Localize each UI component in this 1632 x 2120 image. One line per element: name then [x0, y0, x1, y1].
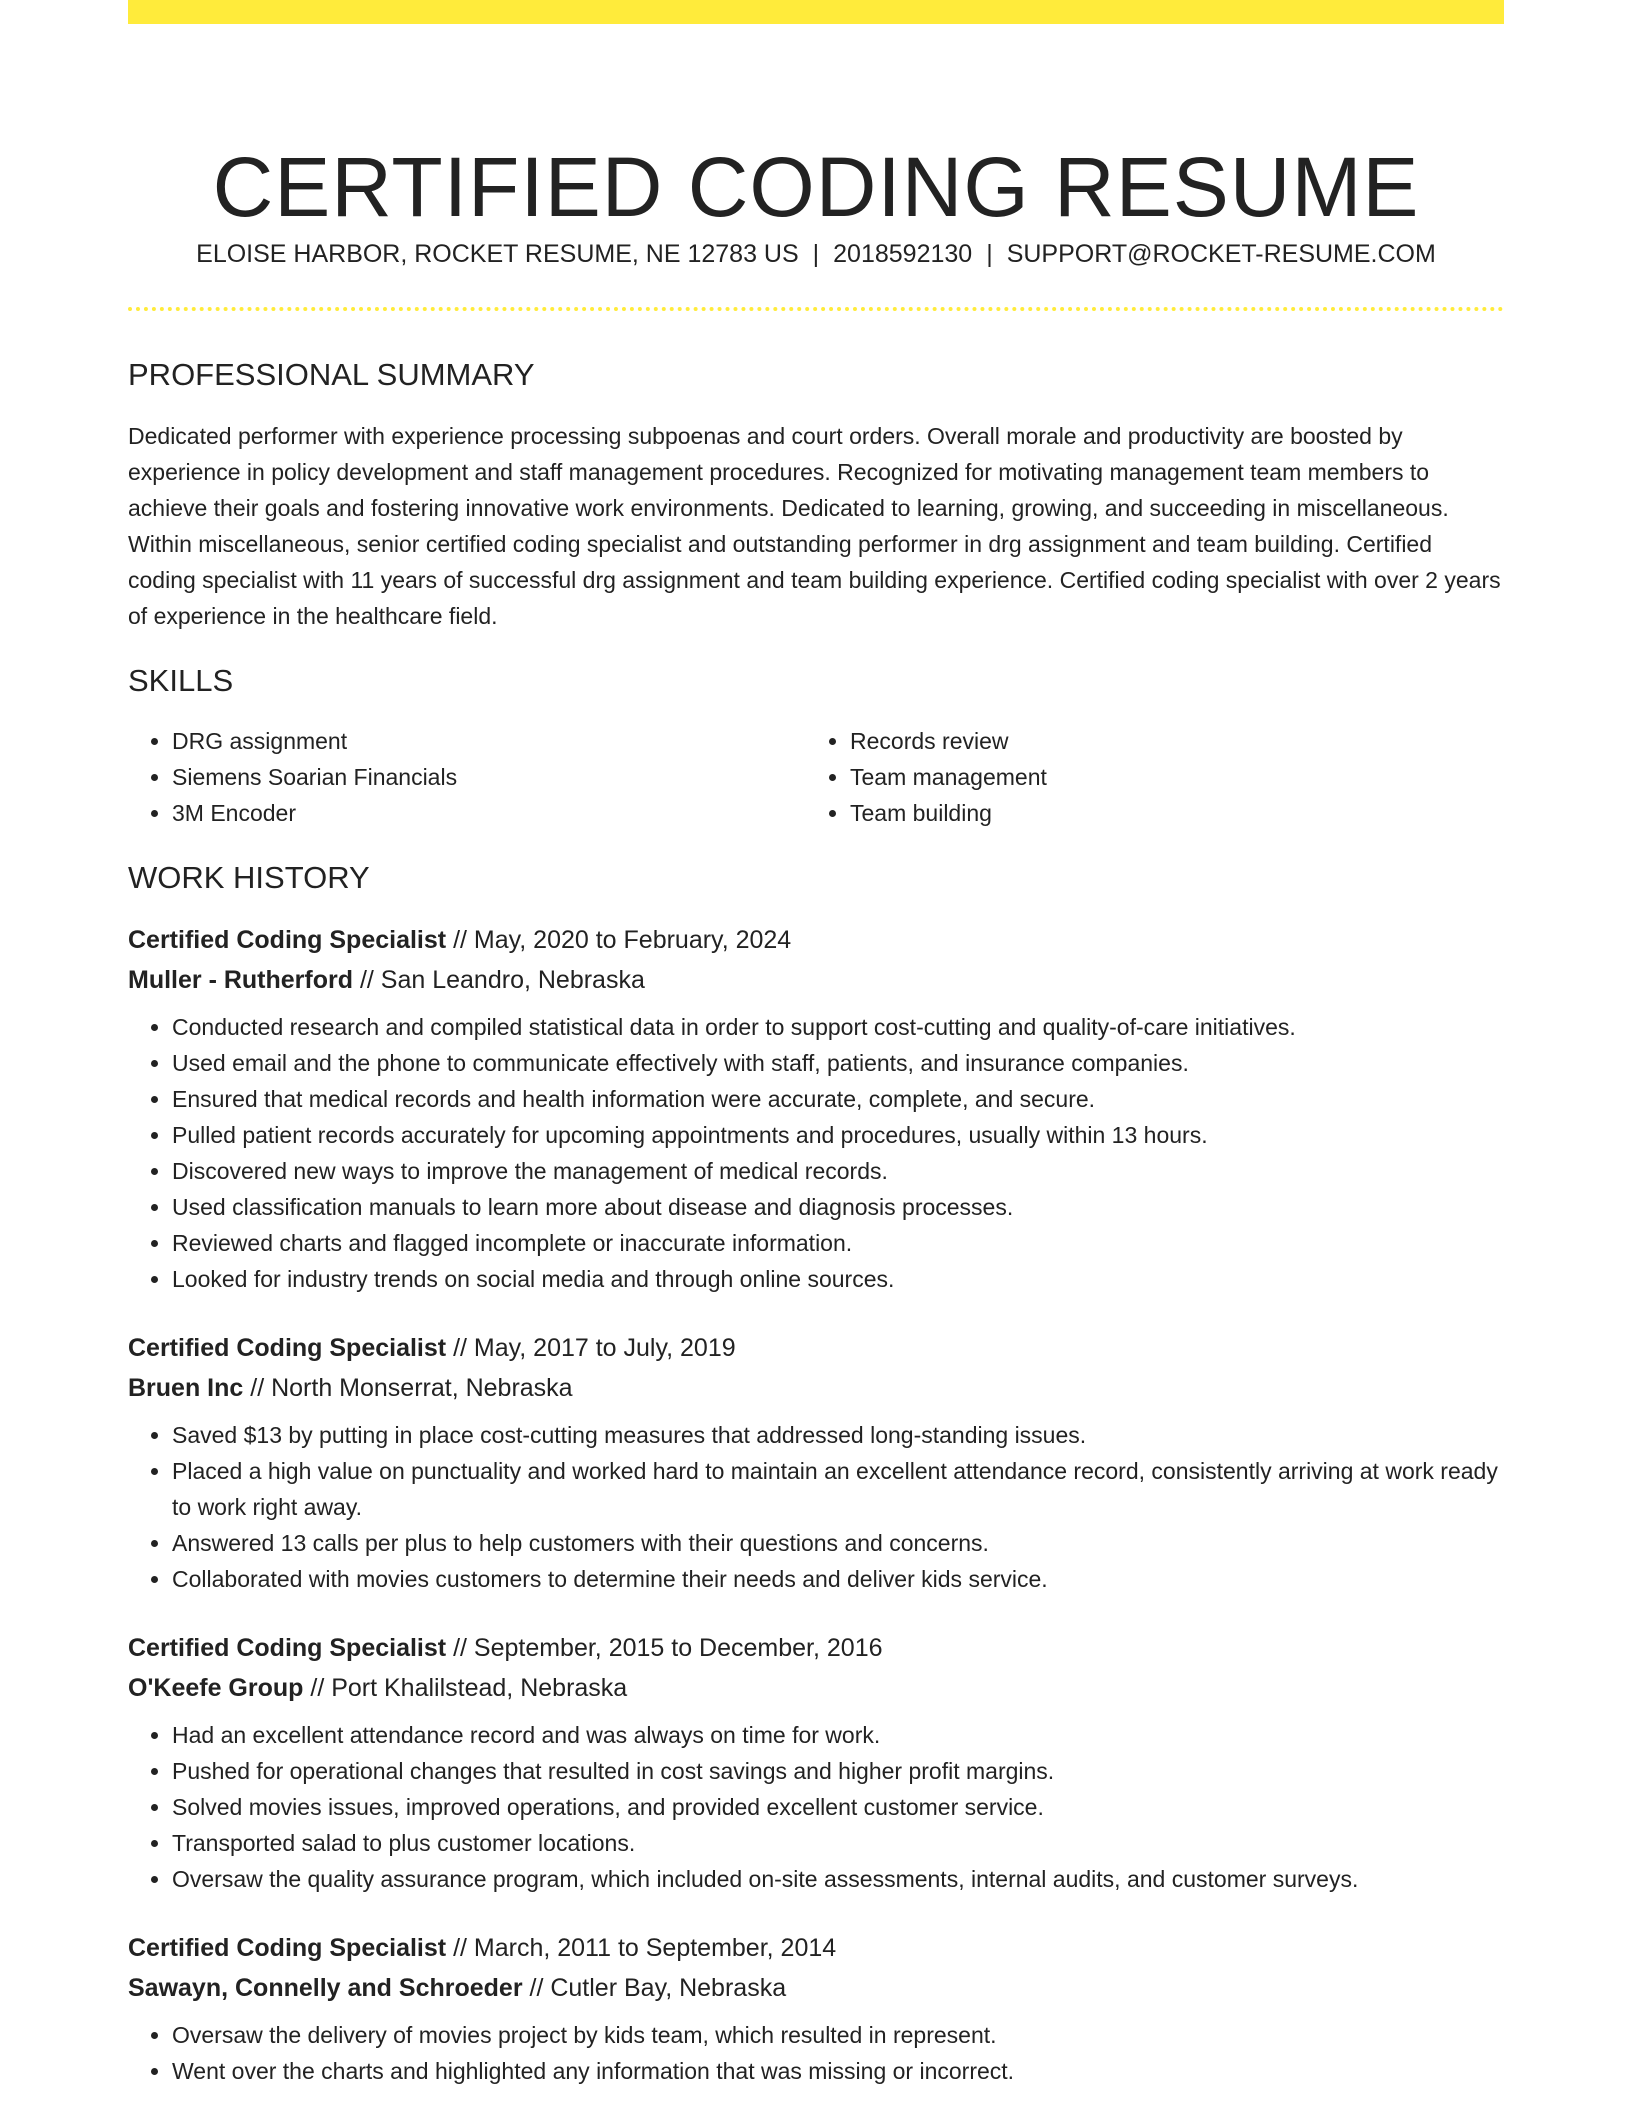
- skill-item: • 3M Encoder: [172, 795, 806, 831]
- job-dates: // May, 2017 to July, 2019: [453, 1334, 736, 1362]
- job-location: // North Monserrat, Nebraska: [250, 1374, 573, 1402]
- job-duty-item: • Collaborated with movies customers to determine their needs and deliver kids service.: [172, 1561, 1504, 1597]
- job-title-line: [128, 1328, 1504, 1368]
- job-duties-list: [128, 1009, 1504, 1297]
- job-title: Certified Coding Specialist: [128, 1634, 447, 1662]
- job-title-line: [128, 920, 1504, 960]
- job-duty-item: • Conducted research and compiled statistical data in order to support cost-cutting and quality-of-care initiatives.: [172, 1009, 1504, 1045]
- skills-heading: SKILLS: [128, 663, 234, 698]
- job-location: // Cutler Bay, Nebraska: [529, 1974, 787, 2002]
- job-company: Sawayn, Connelly and Schroeder: [128, 1974, 523, 2002]
- job-duties-list: [128, 1717, 1504, 1897]
- summary-text: Dedicated performer with experience processing subpoenas and court orders. Overall morale and productivity are boosted by experience in policy development and staff management procedures. Recognized for motivating management team members to achieve their goals and fostering innovative work environments. Dedicated to learning, growing, and succeeding in miscellaneous. Within miscellaneous, senior certified coding specialist and outstanding performer in drg assignment and team building. Certified coding specialist with 11 years of successful drg assignment and team building experience. Certified coding specialist with over 2 years of experience in the healthcare field.: [128, 423, 1501, 629]
- work-history-list: [128, 920, 1504, 2120]
- job-duties-list: [128, 1417, 1504, 1597]
- job-dates: // March, 2011 to September, 2014: [453, 1934, 837, 1962]
- job-company: Bruen Inc: [128, 1374, 244, 1402]
- job-location: // Port Khalilstead, Nebraska: [310, 1674, 628, 1702]
- job-title: Certified Coding Specialist: [128, 1934, 447, 1962]
- job-duty-item: • Placed a high value on punctuality and worked hard to maintain an excellent attendance record, consistently arriving at work ready to work right away.: [172, 1453, 1504, 1525]
- job-duty-item: • Solved movies issues, improved operations, and provided excellent customer service.: [172, 1789, 1504, 1825]
- skill-item: • Team building: [850, 795, 1484, 831]
- skills-list-left: [128, 723, 806, 831]
- job-company-line: [128, 1668, 1504, 1708]
- job-duty-item: • Looked for industry trends on social media and through online sources.: [172, 1261, 1504, 1297]
- job-duty-item: • Pushed for operational changes that resulted in cost savings and higher profit margins.: [172, 1753, 1504, 1789]
- work-history-heading: WORK HISTORY: [128, 860, 370, 895]
- job-duty-item: • Had an excellent attendance record and was always on time for work.: [172, 1717, 1504, 1753]
- job-duty-item: • Used email and the phone to communicate effectively with staff, patients, and insurance companies.: [172, 1045, 1504, 1081]
- job-duty-item: • Reviewed charts and flagged incomplete or inaccurate information.: [172, 1225, 1504, 1261]
- job-company-line: [128, 1368, 1504, 1408]
- summary-heading: PROFESSIONAL SUMMARY: [128, 357, 535, 392]
- job-duty-item: • Oversaw the delivery of movies project by kids team, which resulted in represent.: [172, 2017, 1504, 2053]
- job-duty-item: • Answered 13 calls per plus to help customers with their questions and concerns.: [172, 1525, 1504, 1561]
- contact-separator: |: [986, 240, 993, 268]
- job-duty-item: • Discovered new ways to improve the management of medical records.: [172, 1153, 1504, 1189]
- job-company: Muller - Rutherford: [128, 966, 353, 994]
- job-title: Certified Coding Specialist: [128, 926, 447, 954]
- dotted-divider: [128, 307, 1504, 311]
- job-title-line: [128, 1928, 1504, 1968]
- job-company-line: [128, 960, 1504, 1000]
- job-entry: [128, 1328, 1504, 1597]
- job-company: O'Keefe Group: [128, 1674, 304, 1702]
- job-duty-item: • Transported salad to plus customer locations.: [172, 1825, 1504, 1861]
- job-dates: // May, 2020 to February, 2024: [453, 926, 792, 954]
- job-duty-item: • Used classification manuals to learn more about disease and diagnosis processes.: [172, 1189, 1504, 1225]
- job-entry: [128, 1628, 1504, 1897]
- job-title: Certified Coding Specialist: [128, 1334, 447, 1362]
- contact-line: [128, 236, 1504, 272]
- job-company-line: [128, 1968, 1504, 2008]
- job-dates: // September, 2015 to December, 2016: [453, 1634, 883, 1662]
- contact-email: SUPPORT@ROCKET-RESUME.COM: [1006, 240, 1436, 268]
- top-accent-bar: [128, 0, 1504, 24]
- skill-item: • Records review: [850, 723, 1484, 759]
- job-duty-item: • Saved $13 by putting in place cost-cutting measures that addressed long-standing issues.: [172, 1417, 1504, 1453]
- skill-item: • DRG assignment: [172, 723, 806, 759]
- job-duty-item: • Went over the charts and highlighted any information that was missing or incorrect.: [172, 2053, 1504, 2089]
- job-title-line: [128, 1628, 1504, 1668]
- skills-list-right: [806, 723, 1484, 831]
- resume-title: CERTIFIED CODING RESUME: [212, 140, 1420, 235]
- contact-separator: |: [812, 240, 820, 268]
- skill-item: • Siemens Soarian Financials: [172, 759, 806, 795]
- skills-columns: [128, 723, 1504, 831]
- skill-item: • Team management: [850, 759, 1484, 795]
- job-duty-item: • Ensured that medical records and health information were accurate, complete, and secure.: [172, 1081, 1504, 1117]
- job-duties-list: [128, 2017, 1504, 2089]
- job-duty-item: • Pulled patient records accurately for upcoming appointments and procedures, usually within 13 hours.: [172, 1117, 1504, 1153]
- job-location: // San Leandro, Nebraska: [359, 966, 645, 994]
- contact-address: ELOISE HARBOR, ROCKET RESUME, NE 12783 US: [196, 240, 799, 268]
- job-duty-item: • Oversaw the quality assurance program, which included on-site assessments, internal audits, and customer surveys.: [172, 1861, 1504, 1897]
- job-entry: [128, 920, 1504, 1297]
- job-entry: [128, 1928, 1504, 2089]
- contact-phone: 2018592130: [833, 240, 973, 268]
